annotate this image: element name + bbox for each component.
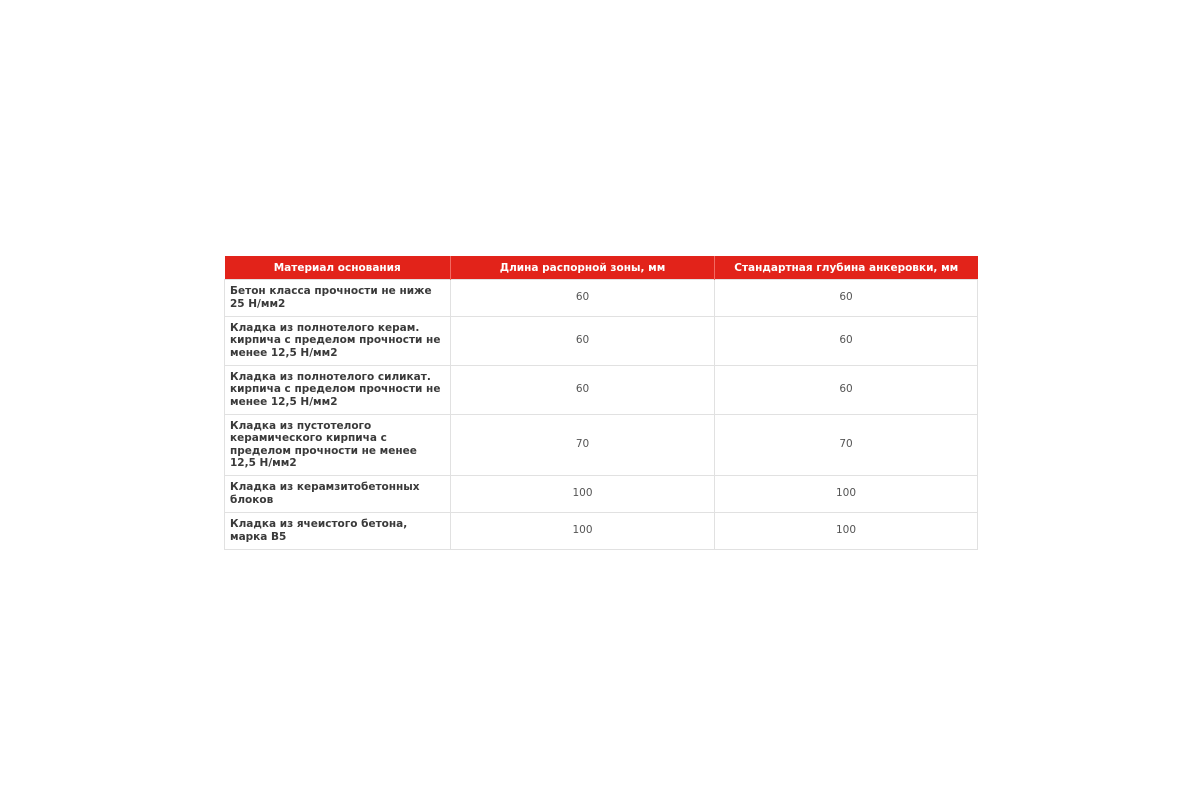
spread-zone-cell: 70 xyxy=(451,415,715,476)
anchor-depth-cell: 60 xyxy=(715,317,978,366)
material-cell: Кладка из керамзитобетонных блоков xyxy=(225,476,451,513)
spread-zone-cell: 60 xyxy=(451,317,715,366)
anchor-depth-cell: 60 xyxy=(715,280,978,317)
table-row xyxy=(225,415,978,476)
table-row xyxy=(225,366,978,415)
spread-zone-cell: 100 xyxy=(451,513,715,550)
spread-zone-cell: 60 xyxy=(451,280,715,317)
header-material: Материал основания xyxy=(225,256,451,280)
table-row xyxy=(225,280,978,317)
anchor-depth-cell: 100 xyxy=(715,476,978,513)
material-cell: Кладка из полнотелого силикат. кирпича с пределом прочности не менее 12,5 Н/мм2 xyxy=(225,366,451,415)
material-cell: Бетон класса прочности не ниже 25 Н/мм2 xyxy=(225,280,451,317)
header-anchor-depth: Стандартная глубина анкеровки, мм xyxy=(715,256,978,280)
table-row xyxy=(225,317,978,366)
header-spread-zone: Длина распорной зоны, мм xyxy=(451,256,715,280)
table-header xyxy=(225,256,978,280)
material-cell: Кладка из полнотелого керам. кирпича с пределом прочности не менее 12,5 Н/мм2 xyxy=(225,317,451,366)
anchor-spec-table xyxy=(224,256,978,550)
table-row xyxy=(225,513,978,550)
material-cell: Кладка из ячеистого бетона, марка В5 xyxy=(225,513,451,550)
material-cell: Кладка из пустотелого керамического кирпича с пределом прочности не менее 12,5 Н/мм2 xyxy=(225,415,451,476)
header-row xyxy=(225,256,978,280)
anchor-depth-cell: 100 xyxy=(715,513,978,550)
anchor-depth-cell: 70 xyxy=(715,415,978,476)
spread-zone-cell: 60 xyxy=(451,366,715,415)
anchor-depth-cell: 60 xyxy=(715,366,978,415)
table-row xyxy=(225,476,978,513)
spread-zone-cell: 100 xyxy=(451,476,715,513)
table-body xyxy=(225,280,978,550)
